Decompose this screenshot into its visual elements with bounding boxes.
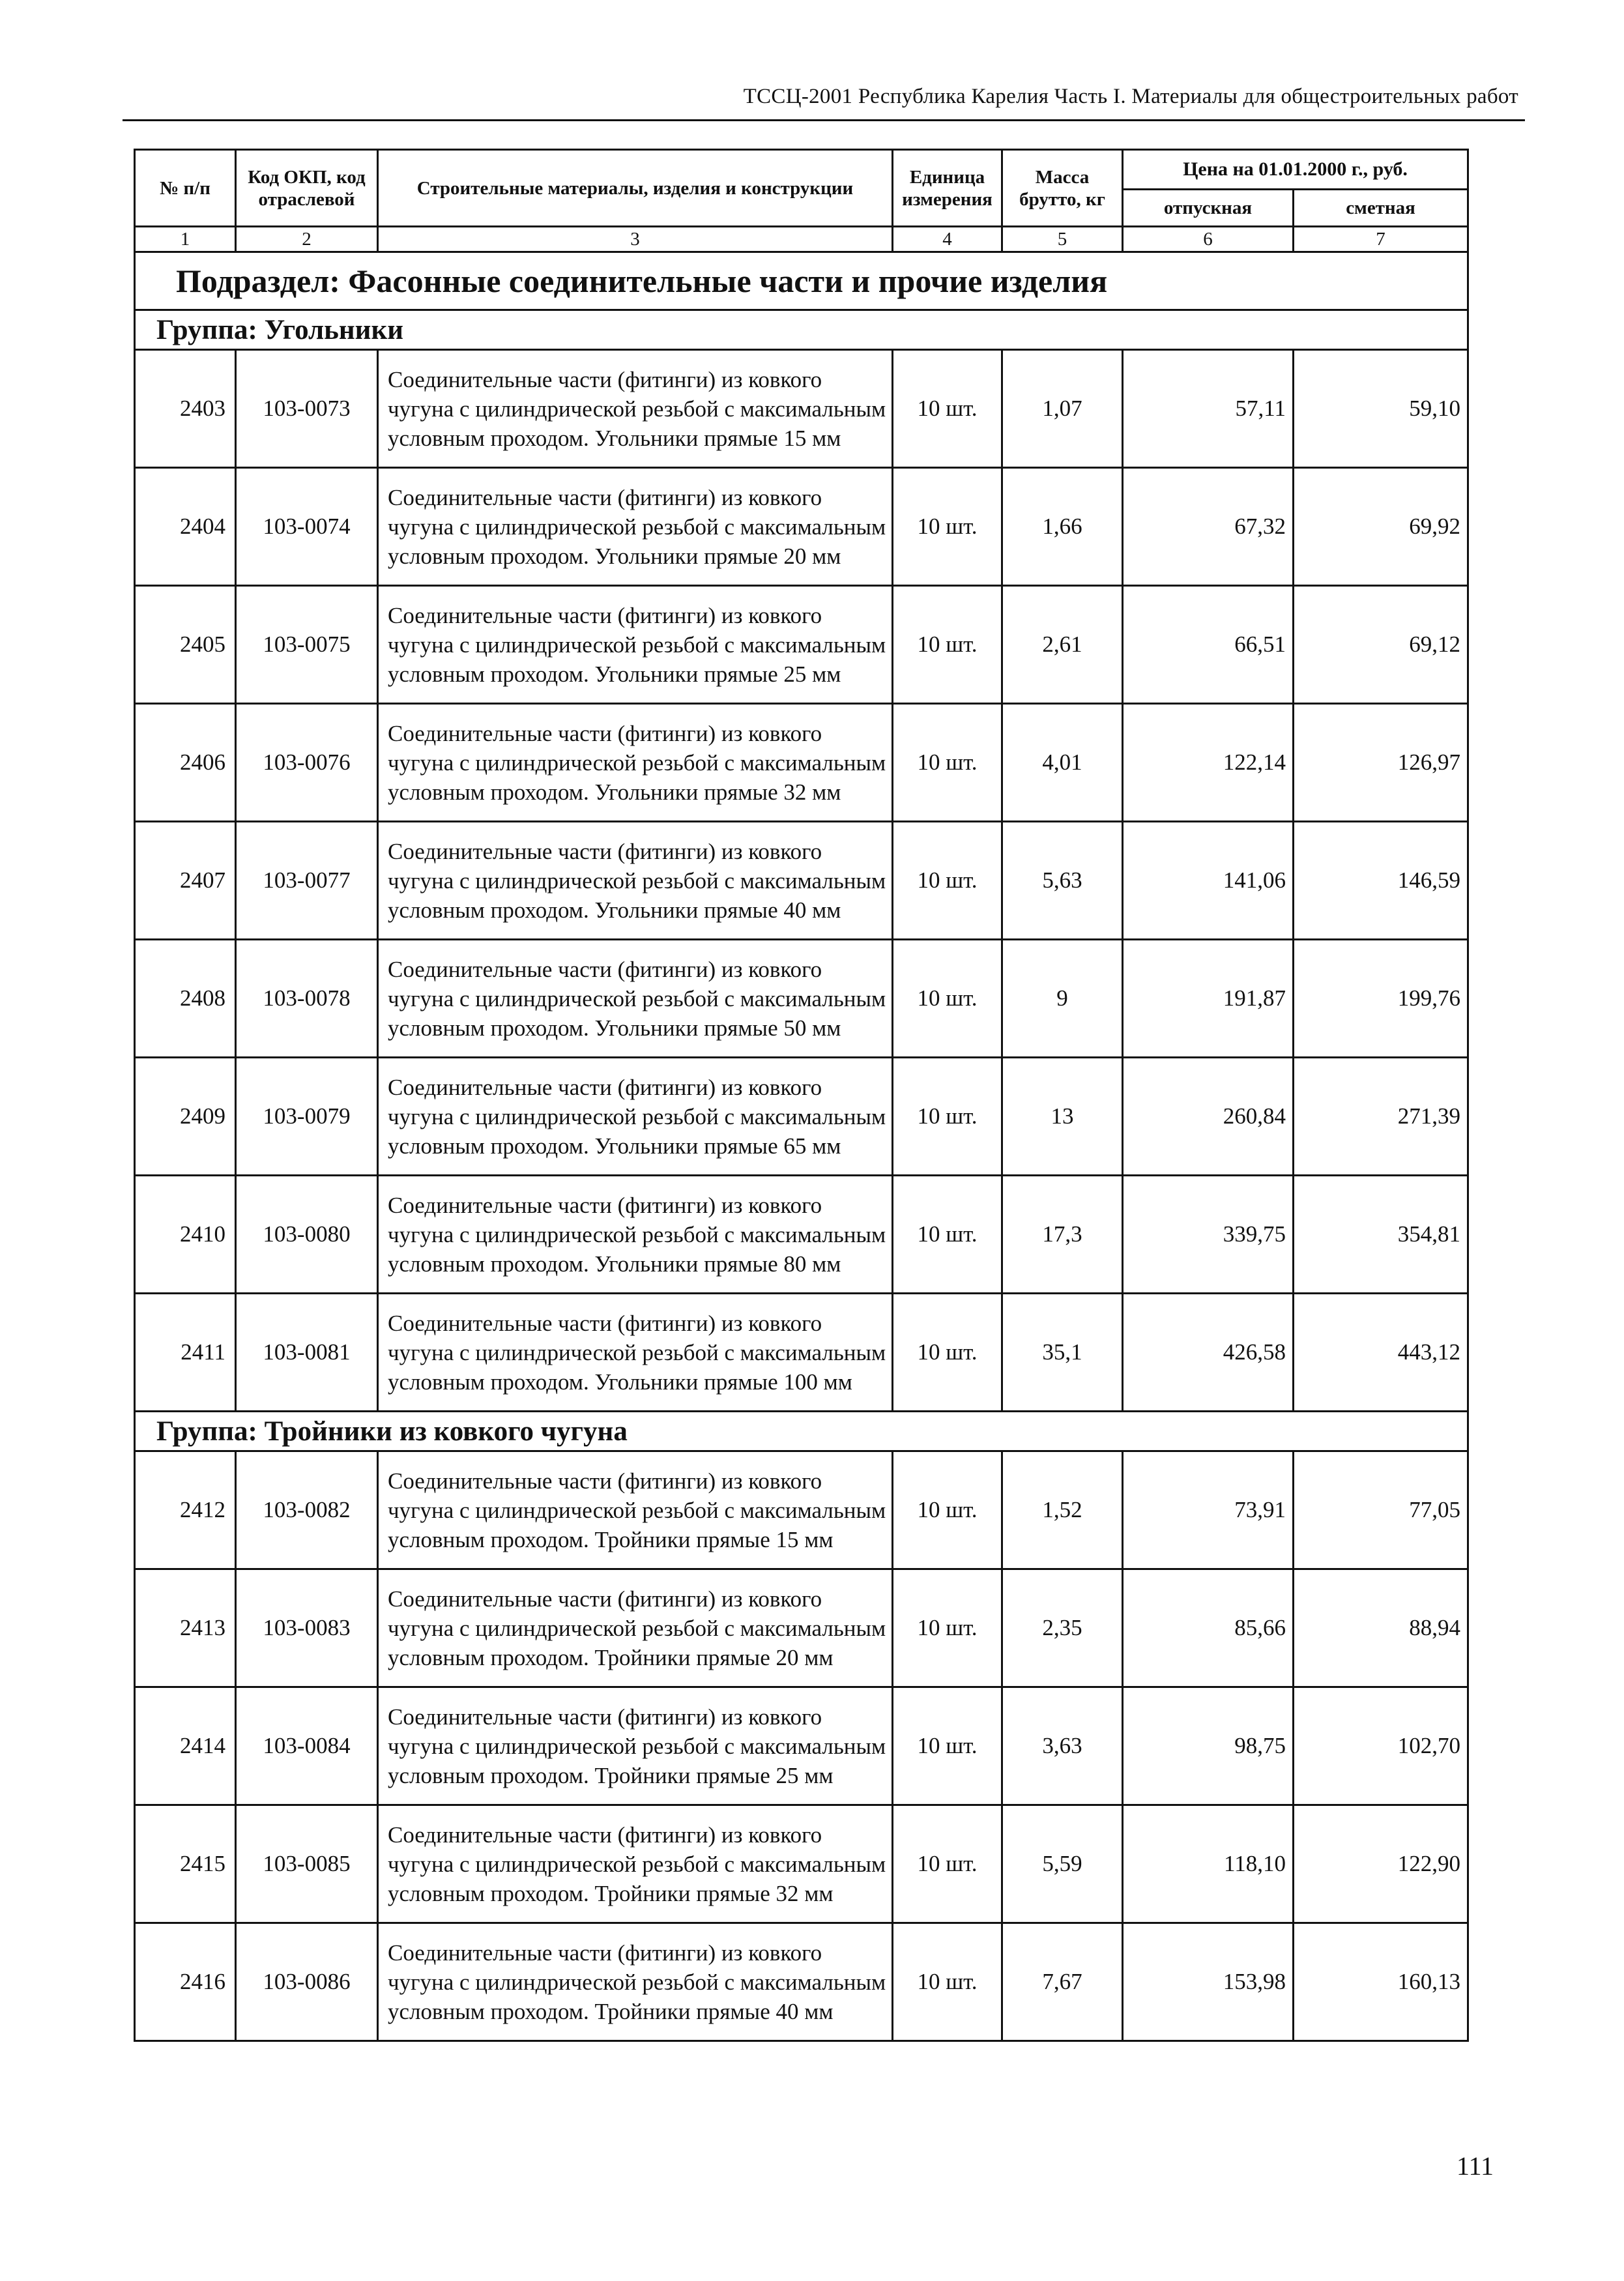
group-row (135, 310, 1468, 350)
estimate-price: 69,12 (1294, 586, 1468, 704)
release-price: 191,87 (1123, 940, 1294, 1058)
unit-of-measure: 10 шт. (893, 1687, 1002, 1805)
table-row (135, 704, 1468, 822)
gross-mass: 35,1 (1002, 1294, 1123, 1412)
header-price-group: Цена на 01.01.2000 г., руб. (1123, 150, 1468, 190)
gross-mass: 3,63 (1002, 1687, 1123, 1805)
release-price: 73,91 (1123, 1451, 1294, 1569)
header-material: Строительные материалы, изделия и конструкции (378, 150, 893, 227)
gross-mass: 17,3 (1002, 1176, 1123, 1294)
estimate-price: 354,81 (1294, 1176, 1468, 1294)
material-description: Соединительные части (фитинги) из ковкого чугуна с цилиндрической резьбой с максимальным условным проходом. Тройники прямые 25 мм (378, 1687, 893, 1805)
release-price: 141,06 (1123, 822, 1294, 940)
header-unit: Единица измерения (893, 150, 1002, 227)
material-description: Соединительные части (фитинги) из ковкого чугуна с цилиндрической резьбой с максимальным условным проходом. Угольники прямые 20 мм (378, 468, 893, 586)
table-row (135, 1923, 1468, 2041)
page-number: 111 (1457, 2151, 1494, 2181)
row-number: 2414 (135, 1687, 236, 1805)
estimate-price: 122,90 (1294, 1805, 1468, 1923)
row-number: 2408 (135, 940, 236, 1058)
gross-mass: 9 (1002, 940, 1123, 1058)
unit-of-measure: 10 шт. (893, 1451, 1002, 1569)
material-description: Соединительные части (фитинги) из ковкого чугуна с цилиндрической резьбой с максимальным условным проходом. Тройники прямые 40 мм (378, 1923, 893, 2041)
material-description: Соединительные части (фитинги) из ковкого чугуна с цилиндрической резьбой с максимальным условным проходом. Угольники прямые 100 мм (378, 1294, 893, 1412)
estimate-price: 77,05 (1294, 1451, 1468, 1569)
estimate-price: 69,92 (1294, 468, 1468, 586)
unit-of-measure: 10 шт. (893, 468, 1002, 586)
column-number: 1 (135, 227, 236, 252)
header-price-release: отпускная (1123, 190, 1294, 227)
unit-of-measure: 10 шт. (893, 704, 1002, 822)
row-number: 2415 (135, 1805, 236, 1923)
material-description: Соединительные части (фитинги) из ковкого чугуна с цилиндрической резьбой с максимальным условным проходом. Угольники прямые 50 мм (378, 940, 893, 1058)
column-number: 7 (1294, 227, 1468, 252)
estimate-price: 199,76 (1294, 940, 1468, 1058)
table-row (135, 1687, 1468, 1805)
row-number: 2404 (135, 468, 236, 586)
material-description: Соединительные части (фитинги) из ковкого чугуна с цилиндрической резьбой с максимальным условным проходом. Угольники прямые 32 мм (378, 704, 893, 822)
column-number: 6 (1123, 227, 1294, 252)
unit-of-measure: 10 шт. (893, 350, 1002, 468)
okp-code: 103-0080 (236, 1176, 378, 1294)
table-body (135, 252, 1468, 2041)
subsection-title: Подраздел: Фасонные соединительные части и прочие изделия (135, 252, 1468, 310)
release-price: 98,75 (1123, 1687, 1294, 1805)
gross-mass: 2,35 (1002, 1569, 1123, 1687)
okp-code: 103-0081 (236, 1294, 378, 1412)
estimate-price: 146,59 (1294, 822, 1468, 940)
okp-code: 103-0084 (236, 1687, 378, 1805)
table-header (135, 150, 1468, 252)
row-number: 2410 (135, 1176, 236, 1294)
header-num: № п/п (135, 150, 236, 227)
column-number: 3 (378, 227, 893, 252)
unit-of-measure: 10 шт. (893, 940, 1002, 1058)
column-number: 4 (893, 227, 1002, 252)
gross-mass: 4,01 (1002, 704, 1123, 822)
group-title: Группа: Тройники из ковкого чугуна (135, 1412, 1468, 1451)
estimate-price: 102,70 (1294, 1687, 1468, 1805)
material-description: Соединительные части (фитинги) из ковкого чугуна с цилиндрической резьбой с максимальным условным проходом. Угольники прямые 80 мм (378, 1176, 893, 1294)
row-number: 2406 (135, 704, 236, 822)
gross-mass: 2,61 (1002, 586, 1123, 704)
table-row (135, 1176, 1468, 1294)
row-number: 2409 (135, 1058, 236, 1176)
table-row (135, 822, 1468, 940)
column-numbers-row (135, 227, 1468, 252)
page-header: ТССЦ-2001 Республика Карелия Часть I. Материалы для общестроительных работ (743, 85, 1518, 108)
table-row (135, 1805, 1468, 1923)
gross-mass: 1,07 (1002, 350, 1123, 468)
unit-of-measure: 10 шт. (893, 1294, 1002, 1412)
unit-of-measure: 10 шт. (893, 1569, 1002, 1687)
material-description: Соединительные части (фитинги) из ковкого чугуна с цилиндрической резьбой с максимальным условным проходом. Тройники прямые 15 мм (378, 1451, 893, 1569)
row-number: 2405 (135, 586, 236, 704)
column-number: 5 (1002, 227, 1123, 252)
header-price-estimate: сметная (1294, 190, 1468, 227)
okp-code: 103-0073 (236, 350, 378, 468)
release-price: 153,98 (1123, 1923, 1294, 2041)
estimate-price: 443,12 (1294, 1294, 1468, 1412)
material-description: Соединительные части (фитинги) из ковкого чугуна с цилиндрической резьбой с максимальным условным проходом. Угольники прямые 65 мм (378, 1058, 893, 1176)
release-price: 426,58 (1123, 1294, 1294, 1412)
unit-of-measure: 10 шт. (893, 822, 1002, 940)
table-row (135, 1058, 1468, 1176)
gross-mass: 1,66 (1002, 468, 1123, 586)
okp-code: 103-0079 (236, 1058, 378, 1176)
release-price: 260,84 (1123, 1058, 1294, 1176)
okp-code: 103-0082 (236, 1451, 378, 1569)
release-price: 118,10 (1123, 1805, 1294, 1923)
okp-code: 103-0075 (236, 586, 378, 704)
material-description: Соединительные части (фитинги) из ковкого чугуна с цилиндрической резьбой с максимальным условным проходом. Тройники прямые 20 мм (378, 1569, 893, 1687)
okp-code: 103-0077 (236, 822, 378, 940)
column-number: 2 (236, 227, 378, 252)
header-mass: Масса брутто, кг (1002, 150, 1123, 227)
unit-of-measure: 10 шт. (893, 586, 1002, 704)
table-row (135, 940, 1468, 1058)
okp-code: 103-0074 (236, 468, 378, 586)
release-price: 66,51 (1123, 586, 1294, 704)
okp-code: 103-0083 (236, 1569, 378, 1687)
material-description: Соединительные части (фитинги) из ковкого чугуна с цилиндрической резьбой с максимальным условным проходом. Угольники прямые 15 мм (378, 350, 893, 468)
table-row (135, 1451, 1468, 1569)
row-number: 2413 (135, 1569, 236, 1687)
okp-code: 103-0078 (236, 940, 378, 1058)
gross-mass: 5,59 (1002, 1805, 1123, 1923)
subsection-row (135, 252, 1468, 310)
estimate-price: 160,13 (1294, 1923, 1468, 2041)
release-price: 339,75 (1123, 1176, 1294, 1294)
row-number: 2407 (135, 822, 236, 940)
row-number: 2403 (135, 350, 236, 468)
group-title: Группа: Угольники (135, 310, 1468, 350)
row-number: 2411 (135, 1294, 236, 1412)
release-price: 67,32 (1123, 468, 1294, 586)
table-row (135, 350, 1468, 468)
okp-code: 103-0076 (236, 704, 378, 822)
gross-mass: 5,63 (1002, 822, 1123, 940)
unit-of-measure: 10 шт. (893, 1923, 1002, 2041)
estimate-price: 88,94 (1294, 1569, 1468, 1687)
table-row (135, 468, 1468, 586)
row-number: 2412 (135, 1451, 236, 1569)
row-number: 2416 (135, 1923, 236, 2041)
release-price: 122,14 (1123, 704, 1294, 822)
price-table (134, 149, 1469, 2042)
okp-code: 103-0085 (236, 1805, 378, 1923)
unit-of-measure: 10 шт. (893, 1805, 1002, 1923)
estimate-price: 59,10 (1294, 350, 1468, 468)
okp-code: 103-0086 (236, 1923, 378, 2041)
release-price: 85,66 (1123, 1569, 1294, 1687)
header-rule (123, 119, 1525, 121)
material-description: Соединительные части (фитинги) из ковкого чугуна с цилиндрической резьбой с максимальным условным проходом. Угольники прямые 40 мм (378, 822, 893, 940)
table-row (135, 1294, 1468, 1412)
material-description: Соединительные части (фитинги) из ковкого чугуна с цилиндрической резьбой с максимальным условным проходом. Тройники прямые 32 мм (378, 1805, 893, 1923)
table-row (135, 586, 1468, 704)
material-description: Соединительные части (фитинги) из ковкого чугуна с цилиндрической резьбой с максимальным условным проходом. Угольники прямые 25 мм (378, 586, 893, 704)
group-row (135, 1412, 1468, 1451)
header-code: Код ОКП, код отраслевой (236, 150, 378, 227)
gross-mass: 13 (1002, 1058, 1123, 1176)
unit-of-measure: 10 шт. (893, 1058, 1002, 1176)
gross-mass: 7,67 (1002, 1923, 1123, 2041)
gross-mass: 1,52 (1002, 1451, 1123, 1569)
table-row (135, 1569, 1468, 1687)
release-price: 57,11 (1123, 350, 1294, 468)
estimate-price: 271,39 (1294, 1058, 1468, 1176)
estimate-price: 126,97 (1294, 704, 1468, 822)
unit-of-measure: 10 шт. (893, 1176, 1002, 1294)
